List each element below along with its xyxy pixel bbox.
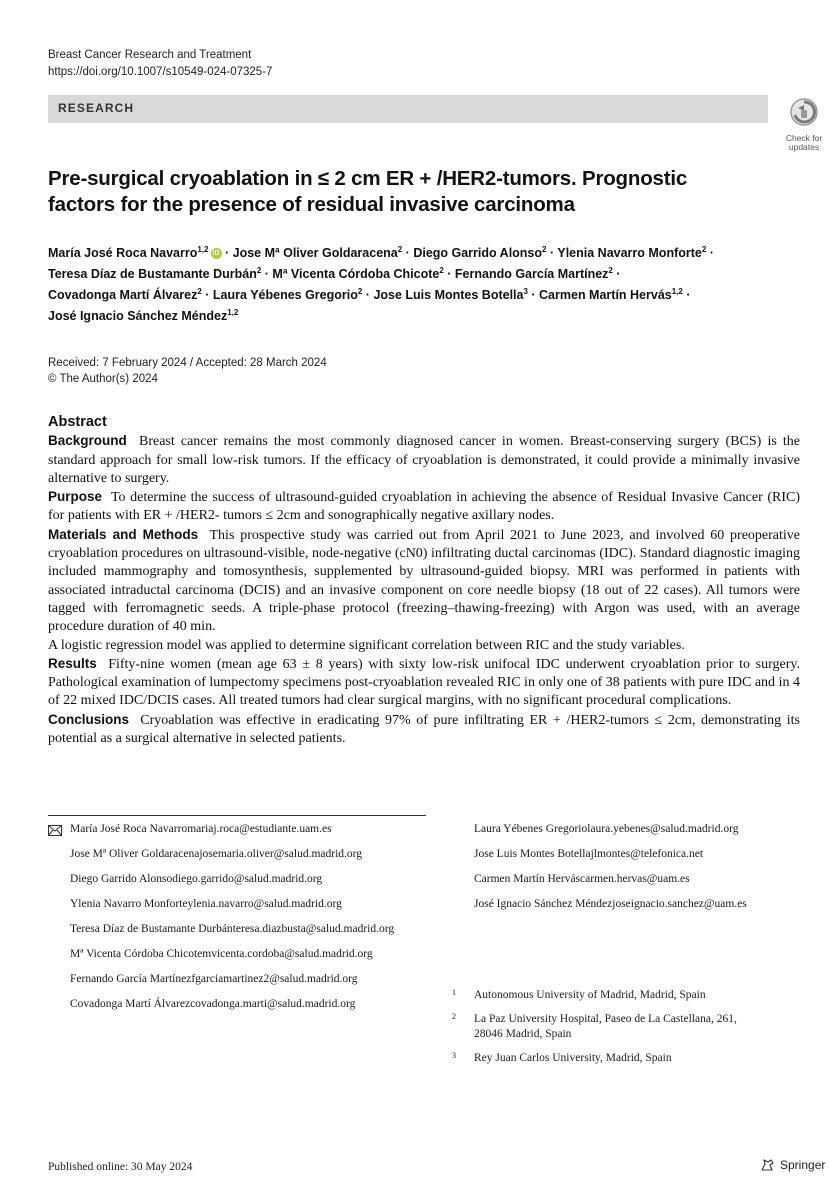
contact-email[interactable]: mvicenta.cordoba@salud.madrid.org (202, 948, 373, 960)
contact-name: Fernando García Martínez (70, 973, 192, 985)
results-label: Results (48, 655, 97, 671)
author-name[interactable]: Mª Vicenta Córdoba Chicote (272, 267, 440, 281)
check-updates-line2: updates (788, 142, 820, 152)
contact-entry (70, 897, 430, 912)
copyright: © The Author(s) 2024 (48, 373, 158, 385)
author-affiliation: 2 (256, 265, 262, 275)
contact-name: Jose Luis Montes Botella (474, 848, 591, 860)
purpose-text: To determine the success of ultrasound-guided cryoablation in achieving the absence of Residual Invasive Cancer (RIC) for patients with ER + /HER2- tumors ≤ 2cm and sonographically negative axillary nodes. (48, 490, 800, 524)
affiliations (452, 988, 812, 1075)
affiliation-1 (452, 988, 812, 1003)
author-line-4 (48, 306, 818, 327)
contact-email[interactable]: ylenia.navarro@salud.madrid.org (187, 898, 342, 910)
affiliation-text: La Paz University Hospital, Paseo de La Castellana, 261, (474, 1013, 737, 1025)
springer-horse-icon (760, 1158, 776, 1172)
mail-icon[interactable] (48, 825, 62, 836)
author-name[interactable]: Jose Mª Oliver Goldaracena (232, 246, 398, 260)
contact-entry (474, 897, 814, 912)
contact-email[interactable]: diego.garrido@salud.madrid.org (172, 873, 323, 885)
contact-entry (70, 822, 430, 837)
author-affiliation: 2 (701, 244, 707, 254)
publisher-name: Springer (780, 1158, 826, 1172)
abstract-purpose (48, 488, 800, 526)
affiliation-number: 3 (452, 1051, 456, 1060)
author-name[interactable]: María José Roca Navarro (48, 246, 198, 260)
contact-name: Diego Garrido Alonso (70, 873, 173, 885)
contact-email[interactable]: mariaj.roca@estudiante.uam.es (187, 823, 332, 835)
contact-name: Ylenia Navarro Monforte (70, 898, 188, 910)
contact-email[interactable]: jlmontes@telefonica.net (590, 848, 704, 860)
footnote-divider (48, 815, 426, 816)
abstract-background (48, 432, 800, 488)
contact-email[interactable]: fgarciamartinez2@salud.madrid.org (191, 973, 358, 985)
contact-name: Laura Yébenes Gregorio (474, 823, 588, 835)
methods-label: Materials and Methods (48, 526, 199, 542)
contact-entry (70, 922, 430, 937)
contact-email[interactable]: laura.yebenes@salud.madrid.org (587, 823, 739, 835)
contact-entry (70, 972, 430, 987)
author-affiliation: 2 (608, 265, 613, 275)
author-affiliation: 1,2 (197, 244, 209, 254)
contact-name: José Ignacio Sánchez Méndez (474, 898, 613, 910)
contact-email[interactable]: covadonga.marti@salud.madrid.org (190, 998, 356, 1010)
publisher-logo[interactable] (760, 1158, 825, 1172)
orcid-icon[interactable]: iD (212, 250, 220, 258)
affiliation-3 (452, 1051, 812, 1066)
author-affiliation: 3 (523, 286, 528, 296)
check-updates-badge[interactable] (778, 97, 829, 153)
affiliation-2 (452, 1012, 812, 1042)
methods-text: This prospective study was carried out from April 2021 to June 2023, and involved 60 preoperative cryoablation procedures on ultrasound-visible, node-negative (cN0) infiltrating ductal carcinomas (IDC). Standard diagnostic imaging included mammography and tomosynthesis, supplemented by ultrasound-guided biopsy. MRI was performed in patients with associated intraductal carcinoma (DCIS) and an invasive component on core needle biopsy (18 out of 22 cases). All tumors were tagged with ferromagnetic seeds. A triple-phase protocol (freezing–thawing-freezing) with Argon was used, with an average procedure duration of 40 min. (48, 527, 801, 635)
contact-entry (474, 872, 814, 887)
author-affiliation: 2 (357, 286, 363, 296)
abstract (48, 413, 800, 748)
section-banner (48, 95, 768, 123)
doi-link[interactable]: https://doi.org/10.1007/s10549-024-07325-7 (48, 66, 273, 78)
author-affiliation: 1,2 (671, 286, 683, 296)
contact-entry (474, 822, 814, 837)
author-list (48, 243, 818, 327)
contact-entry (70, 947, 430, 962)
journal-header (48, 47, 272, 81)
received-accepted: Received: 7 February 2024 / Accepted: 28 March 2024 (48, 357, 327, 369)
author-affiliation: 2 (397, 244, 403, 254)
author-affiliation: 2 (542, 244, 547, 254)
contact-name: María José Roca Navarro (70, 823, 188, 835)
contact-entry (474, 847, 814, 862)
journal-name: Breast Cancer Research and Treatment (48, 49, 252, 61)
background-text: Breast cancer remains the most commonly diagnosed cancer in women. Breast-conserving surgery (BCS) is the standard approach for small low-risk tumors. If the efficacy of cryoablation is demonstrated, it could provide a minimally invasive alternative to surgery. (48, 434, 800, 486)
author-line-1: María José Roca Navarro$^{1,2}$ iD · Jose Mª Oliver Goldaracena$^2$ · Diego Garrido Alonso$^2$ · Ylenia Navarro Monforte$^2$ · (48, 244, 714, 260)
contact-email[interactable]: carmen.hervas@uam.es (580, 873, 690, 885)
check-updates-icon (789, 97, 819, 127)
title-line-2: factors for the presence of residual invasive carcinoma (48, 193, 575, 216)
title-line-1: Pre-surgical cryoablation in ≤ 2 cm ER + /HER2-tumors. Prognostic (48, 167, 688, 190)
contact-email[interactable]: joseignacio.sanchez@uam.es (612, 898, 747, 910)
article-dates (48, 355, 327, 387)
abstract-methods (48, 526, 800, 637)
author-line-3: Covadonga Martí Álvarez$^2$ · Laura Yébenes Gregorio$^2$ · Jose Luis Montes Botella$^3$ · Carmen Martín Hervás$^{1,2}$ · (48, 286, 691, 302)
author-name[interactable]: Carmen Martín Hervás (539, 288, 672, 302)
contact-name: Teresa Díaz de Bustamante Durbán (70, 923, 233, 935)
contact-name: Mª Vicenta Córdoba Chicote (70, 948, 203, 960)
conclusions-label: Conclusions (48, 711, 130, 727)
conclusions-text: Cryoablation was effective in eradicating 97% of pure infiltrating ER + /HER2-tumors ≤ 2cm, demonstrating its potential as a surgical alternative in selected patients. (48, 712, 800, 747)
section-label: RESEARCH (58, 101, 135, 115)
affiliation-number: 1 (452, 988, 456, 997)
contact-name: Jose Mª Oliver Goldaracena (70, 848, 200, 860)
contact-name: Carmen Martín Hervás (474, 873, 581, 885)
contact-email[interactable]: josemaria.oliver@salud.madrid.org (199, 848, 363, 860)
author-name[interactable]: Teresa Díaz de Bustamante Durbán (48, 267, 257, 281)
author-affiliation: 2 (439, 265, 444, 275)
contact-email[interactable]: teresa.diazbusta@salud.madrid.org (232, 923, 395, 935)
abstract-methods-2: A logistic regression model was applied to determine significant correlation between RIC and the study variables. (48, 637, 685, 653)
author-affiliation: 1,2 (227, 307, 239, 317)
author-name[interactable]: Diego Garrido Alonso (413, 246, 543, 260)
check-updates-line1: Check for (785, 133, 823, 143)
published-online: Published online: 30 May 2024 (48, 1161, 193, 1173)
contacts-left-column (70, 822, 430, 1022)
author-name[interactable]: Fernando García Martínez (454, 267, 609, 281)
affiliation-text-2: 28046 Madrid, Spain (474, 1028, 572, 1040)
author-name[interactable]: Ylenia Navarro Monforte (557, 246, 702, 260)
author-name[interactable]: José Ignacio Sánchez Méndez (48, 309, 228, 323)
contact-entry (70, 997, 430, 1012)
background-label: Background (48, 433, 127, 449)
contact-entry (70, 872, 430, 887)
author-affiliation: 2 (197, 286, 202, 296)
author-name[interactable]: Laura Yébenes Gregorio (212, 288, 358, 302)
contacts-right-column (474, 822, 814, 922)
affiliation-text: Rey Juan Carlos University, Madrid, Spain (474, 1052, 672, 1064)
results-text: Fifty-nine women (mean age 63 ± 8 years) with sixty low-risk unifocal IDC underwent cryoablation prior to surgery. Pathological examination of lumpectomy specimens post-cryoablation revealed RIC in only one of 38 patients with pure IDC and in 4 of 22 mixed IDC/DCIS cases. All treated tumors had clear surgical margins, with no significant procedural complications. (48, 656, 801, 709)
author-name[interactable]: Covadonga Martí Álvarez (48, 288, 198, 302)
affiliation-number: 2 (452, 1012, 456, 1021)
abstract-conclusions (48, 711, 800, 749)
abstract-heading: Abstract (48, 414, 107, 430)
article-title (48, 166, 788, 218)
author-name[interactable]: Jose Luis Montes Botella (373, 288, 524, 302)
affiliation-text: Autonomous University of Madrid, Madrid, Spain (474, 989, 706, 1001)
abstract-results (48, 655, 800, 711)
purpose-label: Purpose (48, 489, 103, 505)
contact-name: Covadonga Martí Álvarez (70, 998, 191, 1010)
author-line-2: Teresa Díaz de Bustamante Durbán$^2$ · Mª Vicenta Córdoba Chicote$^2$ · Fernando García Martínez$^2$ · (48, 265, 621, 281)
contact-entry (70, 847, 430, 862)
